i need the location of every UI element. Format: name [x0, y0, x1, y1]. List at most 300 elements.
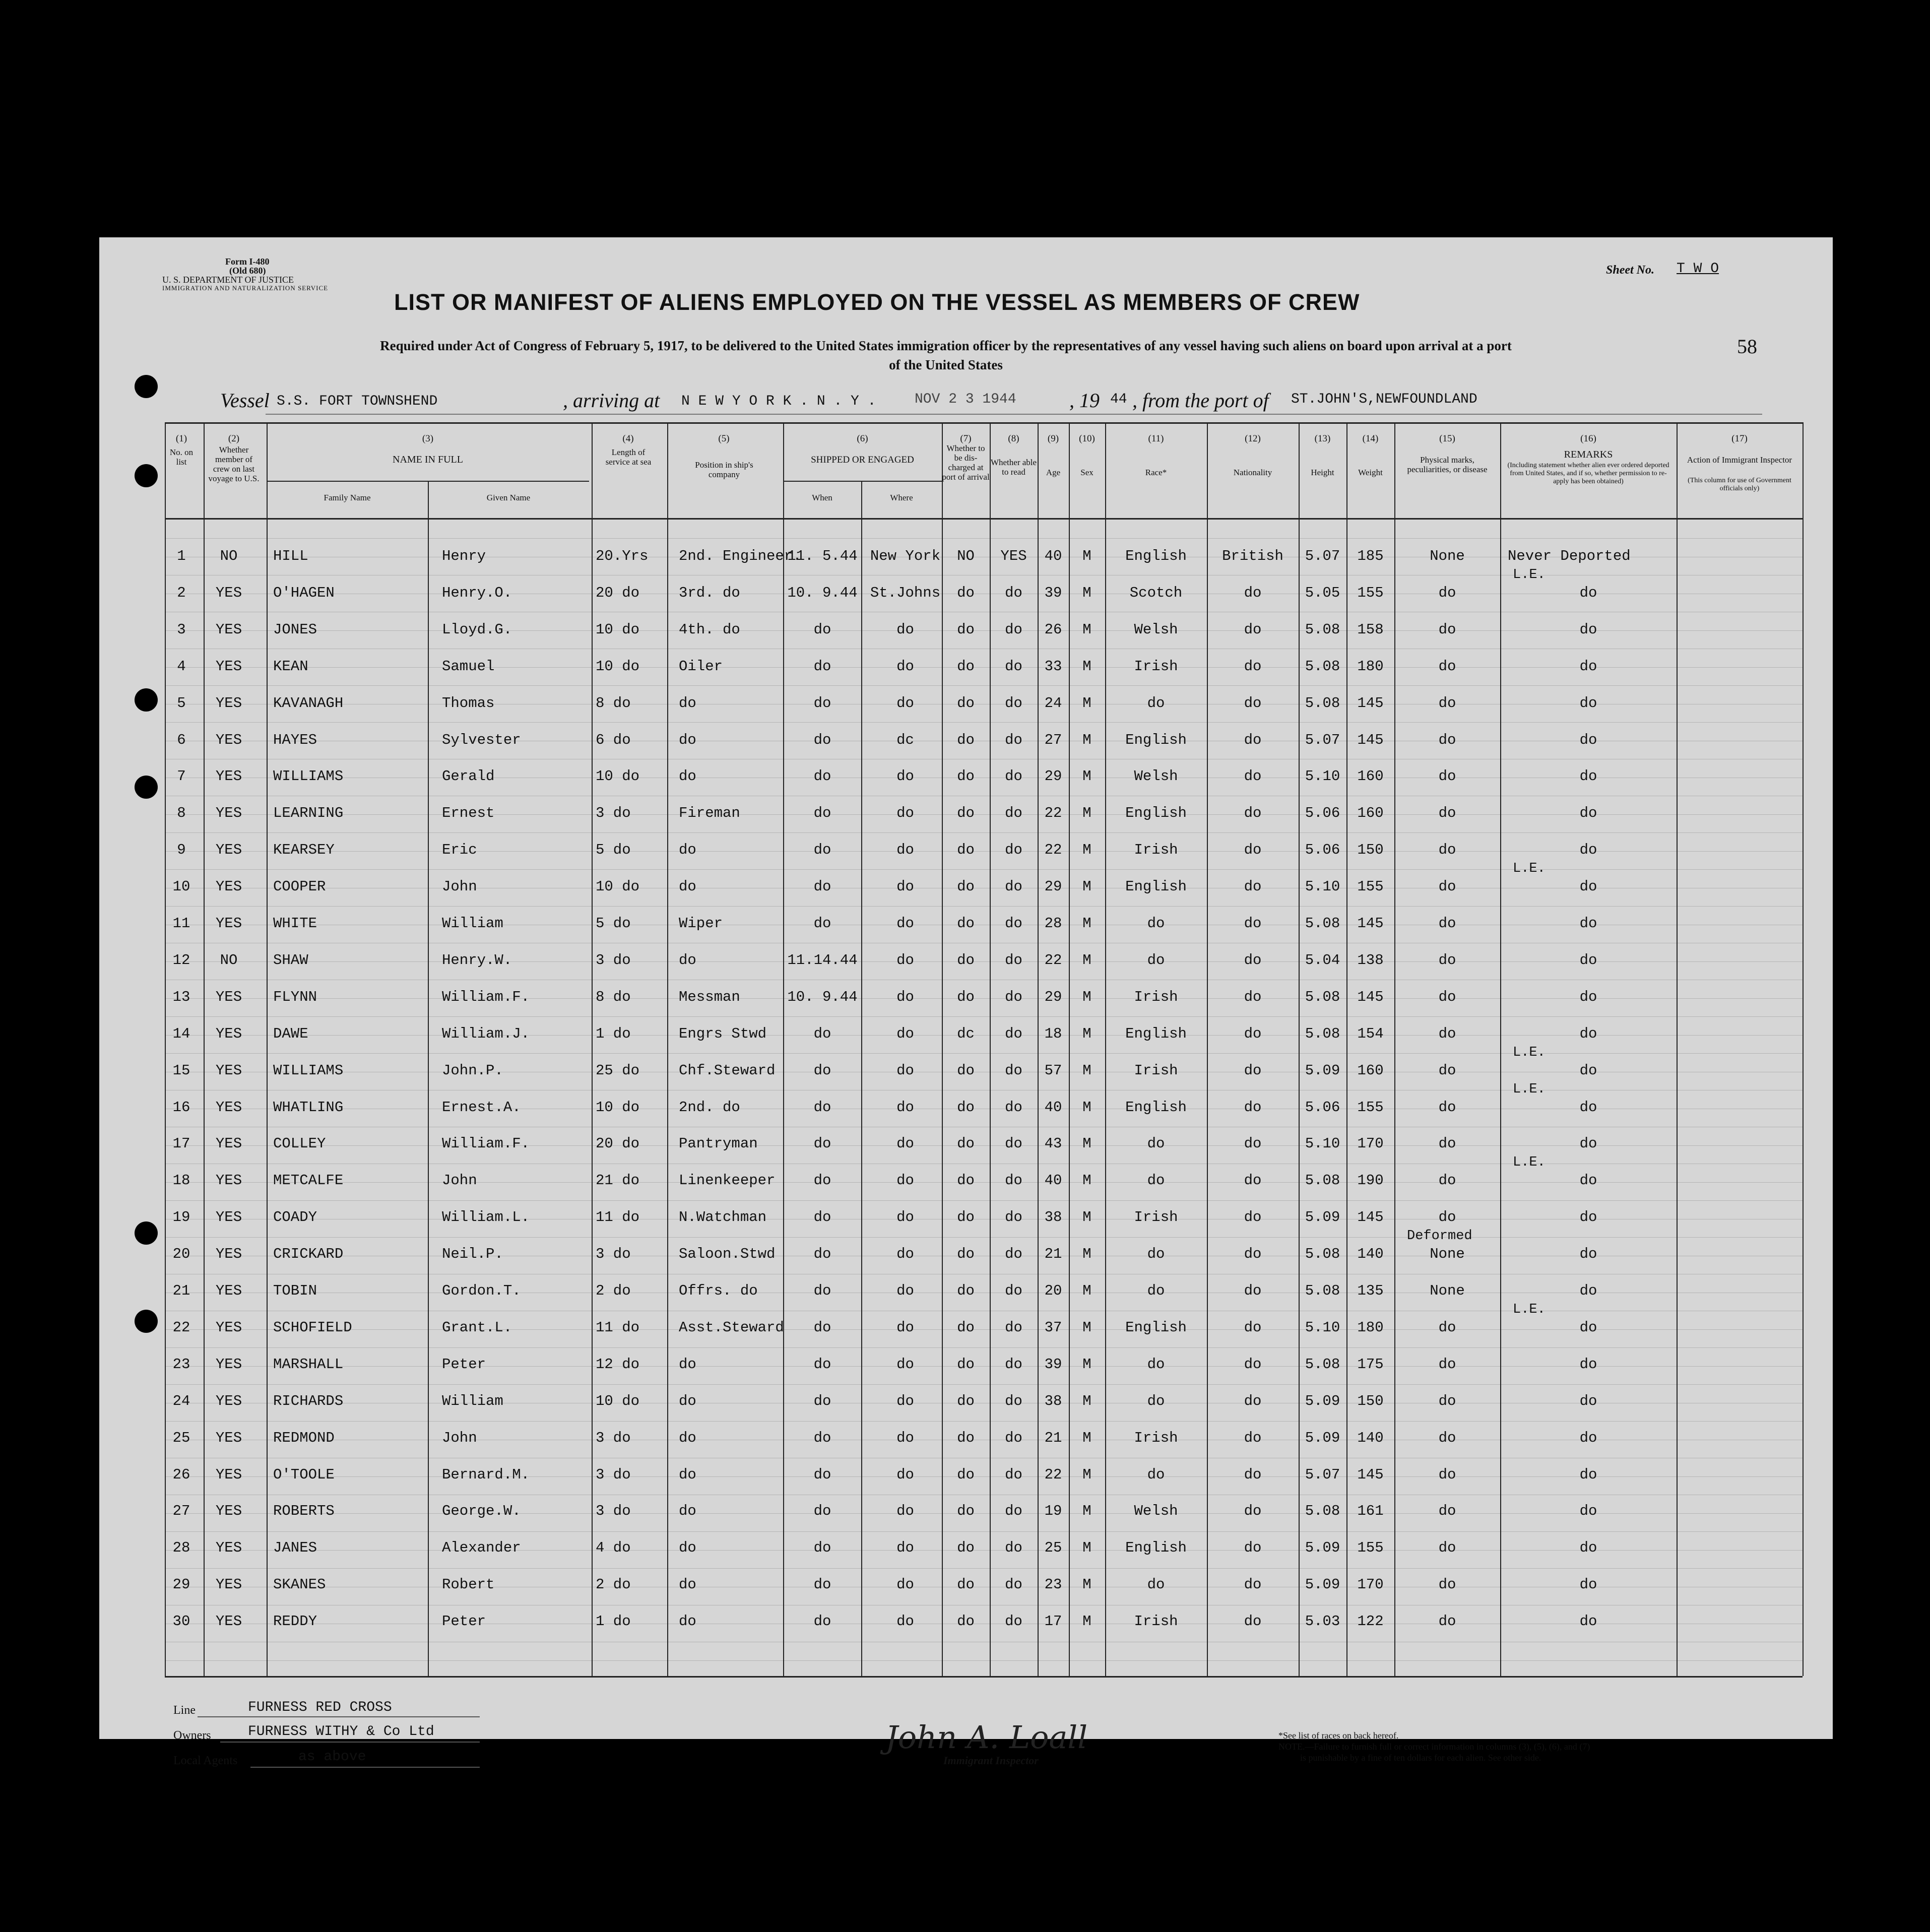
- cell-when: do: [813, 1503, 831, 1519]
- cell-family: SKANES: [273, 1576, 326, 1593]
- cell-sex: M: [1082, 1539, 1091, 1556]
- arrival-port: N E W Y O R K . N . Y .: [681, 394, 876, 409]
- cell-no: 1: [177, 548, 186, 564]
- cell-remark-le: L.E.: [1513, 1302, 1546, 1317]
- col-1-number: (1): [175, 433, 187, 444]
- cell-service: 10 do: [596, 768, 640, 785]
- cell-position: Offrs. do: [679, 1282, 758, 1299]
- cell-disch: do: [957, 805, 975, 821]
- cell-no: 18: [172, 1172, 190, 1189]
- cell-read: do: [1005, 1393, 1022, 1409]
- line-label: Line: [173, 1704, 196, 1717]
- cell-read: do: [1005, 1282, 1022, 1299]
- cell-height: 5.09: [1305, 1393, 1340, 1409]
- row-ruling: [165, 685, 1803, 686]
- cell-nat: do: [1244, 1172, 1262, 1189]
- cell-age: 57: [1044, 1062, 1062, 1079]
- cell-height: 5.08: [1305, 915, 1340, 932]
- cell-crew: YES: [215, 658, 242, 675]
- cell-position: Saloon.Stwd: [679, 1246, 776, 1262]
- arriving-label: , arriving at: [563, 389, 660, 412]
- column-divider: [1500, 422, 1501, 1676]
- col-header-no-on-list: No. on list: [169, 447, 194, 467]
- cell-service: 3 do: [596, 1430, 631, 1446]
- cell-marks: do: [1438, 1356, 1456, 1373]
- col-16-number: (16): [1580, 433, 1596, 444]
- cell-when: do: [813, 695, 831, 712]
- cell-family: KEARSEY: [273, 842, 335, 858]
- cell-age: 21: [1044, 1246, 1062, 1262]
- cell-crew: YES: [215, 1209, 242, 1226]
- cell-position: Chf.Steward: [679, 1062, 776, 1079]
- cell-age: 39: [1044, 1356, 1062, 1373]
- cell-sex: M: [1082, 1062, 1091, 1079]
- cell-race: Welsh: [1134, 768, 1178, 785]
- cell-remarks: do: [1579, 1099, 1597, 1116]
- cell-given: Thomas: [442, 695, 495, 712]
- vessel-name: S.S. FORT TOWNSHEND: [277, 394, 438, 409]
- cell-family: TOBIN: [273, 1282, 317, 1299]
- cell-race: do: [1147, 1282, 1165, 1299]
- cell-weight: 145: [1357, 695, 1384, 712]
- cell-family: RICHARDS: [273, 1393, 344, 1409]
- cell-nat: do: [1244, 1025, 1262, 1042]
- cell-remarks: do: [1579, 732, 1597, 748]
- cell-weight: 170: [1357, 1576, 1384, 1593]
- cell-read: do: [1005, 1246, 1022, 1262]
- col-17-number: (17): [1731, 433, 1748, 444]
- cell-crew: YES: [215, 1319, 242, 1336]
- cell-family: HILL: [273, 548, 308, 564]
- cell-age: 29: [1044, 878, 1062, 895]
- cell-height: 5.08: [1305, 1172, 1340, 1189]
- cell-service: 3 do: [596, 805, 631, 821]
- cell-remarks: do: [1579, 1539, 1597, 1556]
- cell-marks: do: [1438, 989, 1456, 1005]
- cell-sex: M: [1082, 915, 1091, 932]
- cell-sex: M: [1082, 952, 1091, 969]
- cell-where: do: [896, 1246, 914, 1262]
- cell-given: Robert: [442, 1576, 495, 1593]
- cell-marks: do: [1438, 1576, 1456, 1593]
- cell-race: Irish: [1134, 1613, 1178, 1630]
- arrival-date-stamp: NOV 2 3 1944: [915, 392, 1016, 407]
- cell-weight: 145: [1357, 732, 1384, 748]
- cell-service: 10 do: [596, 621, 640, 638]
- cell-age: 37: [1044, 1319, 1062, 1336]
- cell-where: do: [896, 1539, 914, 1556]
- cell-remarks: do: [1579, 805, 1597, 821]
- cell-disch: do: [957, 658, 975, 675]
- cell-where: do: [896, 768, 914, 785]
- col-9-number: (9): [1047, 433, 1059, 444]
- cell-when: do: [813, 878, 831, 895]
- column-divider: [783, 422, 784, 1676]
- row-ruling: [165, 832, 1803, 833]
- col-header-discharged: Whether to be dis-charged at port of arrival: [942, 443, 990, 482]
- cell-read: do: [1005, 1430, 1022, 1446]
- cell-disch: do: [957, 915, 975, 932]
- cell-weight: 155: [1357, 878, 1384, 895]
- cell-race: English: [1125, 548, 1187, 564]
- cell-sex: M: [1082, 1466, 1091, 1483]
- cell-marks: do: [1438, 1099, 1456, 1116]
- year-value: 44: [1110, 392, 1127, 407]
- cell-no: 13: [172, 989, 190, 1005]
- cell-marks: do: [1438, 1613, 1456, 1630]
- cell-remarks: do: [1579, 1282, 1597, 1299]
- cell-nat: do: [1244, 1209, 1262, 1226]
- agents-rule: [250, 1767, 480, 1768]
- cell-family: KEAN: [273, 658, 308, 675]
- cell-marks: do: [1438, 1393, 1456, 1409]
- col-5-number: (5): [718, 433, 730, 444]
- cell-where: do: [896, 1576, 914, 1593]
- cell-read: do: [1005, 842, 1022, 858]
- cell-nat: do: [1244, 695, 1262, 712]
- cell-remarks: do: [1579, 1319, 1597, 1336]
- cell-disch: do: [957, 878, 975, 895]
- cell-remark-le: L.E.: [1513, 567, 1546, 583]
- cell-remarks: do: [1579, 585, 1597, 601]
- cell-marks-above: Deformed: [1407, 1229, 1472, 1244]
- cell-age: 22: [1044, 842, 1062, 858]
- cell-family: SHAW: [273, 952, 308, 969]
- col-header-weight: Weight: [1358, 468, 1383, 477]
- cell-where: do: [896, 1393, 914, 1409]
- cell-race: Irish: [1134, 1209, 1178, 1226]
- cell-where: do: [896, 1172, 914, 1189]
- cell-when: do: [813, 1576, 831, 1593]
- cell-read: do: [1005, 1025, 1022, 1042]
- cell-disch: do: [957, 585, 975, 601]
- cell-race: do: [1147, 1576, 1165, 1593]
- cell-no: 9: [177, 842, 186, 858]
- cell-height: 5.05: [1305, 585, 1340, 601]
- cell-family: O'TOOLE: [273, 1466, 335, 1483]
- departure-port: ST.JOHN'S,NEWFOUNDLAND: [1291, 392, 1477, 407]
- cell-no: 10: [172, 878, 190, 895]
- cell-disch: NO: [957, 548, 975, 564]
- cell-nat: do: [1244, 1062, 1262, 1079]
- col-6-number: (6): [857, 433, 868, 444]
- row-ruling: [165, 1660, 1803, 1661]
- cell-read: do: [1005, 585, 1022, 601]
- cell-no: 20: [172, 1246, 190, 1262]
- cell-age: 40: [1044, 1172, 1062, 1189]
- cell-weight: 150: [1357, 842, 1384, 858]
- cell-disch: do: [957, 1613, 975, 1630]
- cell-disch: do: [957, 1430, 975, 1446]
- cell-sex: M: [1082, 1393, 1091, 1409]
- cell-when: do: [813, 621, 831, 638]
- punch-hole: [135, 375, 158, 398]
- shipping-line-value: FURNESS RED CROSS: [248, 1700, 392, 1715]
- page-number: 58: [1737, 335, 1757, 358]
- cell-read: do: [1005, 1356, 1022, 1373]
- cell-disch: do: [957, 1539, 975, 1556]
- cell-service: 20 do: [596, 585, 640, 601]
- col-header-length-of-service: Length of service at sea: [605, 447, 652, 467]
- races-note: *See list of races on back hereof.: [1278, 1730, 1399, 1741]
- cell-age: 22: [1044, 952, 1062, 969]
- cell-sex: M: [1082, 548, 1091, 564]
- cell-weight: 135: [1357, 1282, 1384, 1299]
- cell-disch: dc: [957, 1025, 975, 1042]
- cell-given: Gerald: [442, 768, 495, 785]
- col-13-number: (13): [1314, 433, 1331, 444]
- crew-table: [99, 422, 1833, 1677]
- cell-age: 26: [1044, 621, 1062, 638]
- cell-disch: do: [957, 842, 975, 858]
- agents-label: Local Agents: [173, 1754, 238, 1767]
- cell-read: do: [1005, 952, 1022, 969]
- cell-nat: do: [1244, 732, 1262, 748]
- cell-remarks: do: [1579, 1466, 1597, 1483]
- cell-weight: 155: [1357, 1539, 1384, 1556]
- cell-where: do: [896, 1466, 914, 1483]
- cell-height: 5.08: [1305, 989, 1340, 1005]
- cell-where: do: [896, 805, 914, 821]
- cell-when: do: [813, 1135, 831, 1152]
- col-header-age: Age: [1046, 468, 1061, 477]
- column-divider: [990, 422, 991, 1676]
- cell-position: do: [679, 695, 696, 712]
- column-divider: [428, 481, 429, 1676]
- cell-height: 5.06: [1305, 805, 1340, 821]
- cell-position: 2nd. Engineer.: [679, 548, 802, 564]
- cell-service: 4 do: [596, 1539, 631, 1556]
- cell-read: do: [1005, 1319, 1022, 1336]
- cell-family: DAWE: [273, 1025, 308, 1042]
- cell-position: Engrs Stwd: [679, 1025, 767, 1042]
- cell-weight: 175: [1357, 1356, 1384, 1373]
- requirement-line-2: of the United States: [889, 357, 1003, 372]
- inspector-signature: John A. Loall: [885, 1719, 1088, 1756]
- cell-nat: do: [1244, 1393, 1262, 1409]
- cell-marks: do: [1438, 585, 1456, 601]
- cell-remarks: do: [1579, 915, 1597, 932]
- cell-read: do: [1005, 805, 1022, 821]
- cell-where: New York: [870, 548, 941, 564]
- cell-crew: YES: [215, 1466, 242, 1483]
- form-number: Form I-480: [225, 256, 270, 267]
- cell-nat: do: [1244, 1099, 1262, 1116]
- cell-given: John: [442, 878, 477, 895]
- cell-no: 8: [177, 805, 186, 821]
- cell-crew: YES: [215, 1025, 242, 1042]
- cell-race: English: [1125, 1099, 1187, 1116]
- row-ruling: [165, 1016, 1803, 1017]
- cell-where: do: [896, 1099, 914, 1116]
- cell-nat: do: [1244, 1503, 1262, 1519]
- service-name: IMMIGRATION AND NATURALIZATION SERVICE: [162, 284, 329, 292]
- cell-when: do: [813, 1209, 831, 1226]
- cell-disch: do: [957, 1135, 975, 1152]
- cell-read: do: [1005, 695, 1022, 712]
- cell-where: do: [896, 658, 914, 675]
- cell-family: HAYES: [273, 732, 317, 748]
- col-header-given-name: Given Name: [486, 493, 531, 502]
- cell-remarks: do: [1579, 1246, 1597, 1262]
- cell-given: George.W.: [442, 1503, 521, 1519]
- cell-weight: 158: [1357, 621, 1384, 638]
- cell-sex: M: [1082, 878, 1091, 895]
- cell-given: Neil.P.: [442, 1246, 503, 1262]
- cell-read: do: [1005, 878, 1022, 895]
- cell-service: 3 do: [596, 1246, 631, 1262]
- cell-height: 5.07: [1305, 732, 1340, 748]
- cell-family: REDMOND: [273, 1430, 335, 1446]
- cell-sex: M: [1082, 1172, 1091, 1189]
- cell-crew: YES: [215, 1172, 242, 1189]
- cell-remarks: do: [1579, 621, 1597, 638]
- cell-position: do: [679, 1613, 696, 1630]
- cell-weight: 154: [1357, 1025, 1384, 1042]
- cell-age: 38: [1044, 1393, 1062, 1409]
- cell-service: 3 do: [596, 1466, 631, 1483]
- cell-no: 15: [172, 1062, 190, 1079]
- cell-height: 5.08: [1305, 1503, 1340, 1519]
- header-bottom-rule: [165, 518, 1803, 520]
- cell-remarks: do: [1579, 1613, 1597, 1630]
- cell-marks: do: [1438, 915, 1456, 932]
- cell-no: 16: [172, 1099, 190, 1116]
- cell-no: 11: [172, 915, 190, 932]
- cell-read: do: [1005, 1466, 1022, 1483]
- cell-weight: 190: [1357, 1172, 1384, 1189]
- cell-position: do: [679, 878, 696, 895]
- cell-family: COOPER: [273, 878, 326, 895]
- cell-remark-le: L.E.: [1513, 861, 1546, 876]
- cell-when: 10. 9.44: [787, 585, 858, 601]
- column-divider: [1299, 422, 1300, 1676]
- cell-when: do: [813, 1356, 831, 1373]
- cell-given: Samuel: [442, 658, 495, 675]
- cell-race: do: [1147, 1393, 1165, 1409]
- col-header-name-in-full: NAME IN FULL: [393, 454, 463, 465]
- cell-read: do: [1005, 1539, 1022, 1556]
- cell-race: do: [1147, 1135, 1165, 1152]
- cell-family: FLYNN: [273, 989, 317, 1005]
- cell-nat: do: [1244, 915, 1262, 932]
- column-divider: [592, 422, 593, 1676]
- cell-nat: do: [1244, 1430, 1262, 1446]
- col-header-inspector-action: Action of Immigrant Inspector: [1687, 455, 1792, 465]
- manifest-sheet: [99, 237, 1833, 1767]
- cell-sex: M: [1082, 732, 1091, 748]
- cell-nat: do: [1244, 1613, 1262, 1630]
- cell-where: do: [896, 621, 914, 638]
- cell-service: 20.Yrs: [596, 548, 649, 564]
- cell-read: do: [1005, 1135, 1022, 1152]
- cell-read: YES: [1000, 548, 1027, 564]
- cell-height: 5.09: [1305, 1062, 1340, 1079]
- cell-sex: M: [1082, 1282, 1091, 1299]
- column-divider: [1803, 422, 1804, 1676]
- cell-weight: 145: [1357, 915, 1384, 932]
- cell-sex: M: [1082, 1135, 1091, 1152]
- cell-nat: do: [1244, 989, 1262, 1005]
- cell-remark-le: L.E.: [1513, 1155, 1546, 1170]
- cell-no: 19: [172, 1209, 190, 1226]
- row-ruling: [165, 1053, 1803, 1054]
- cell-read: do: [1005, 1172, 1022, 1189]
- cell-sex: M: [1082, 1099, 1091, 1116]
- cell-given: William.F.: [442, 989, 530, 1005]
- cell-disch: do: [957, 1172, 975, 1189]
- cell-race: Welsh: [1134, 1503, 1178, 1519]
- penalty-note-2: is punishable by a fine of ten dollars for each alien. See other side.: [1300, 1753, 1541, 1763]
- cell-given: John.P.: [442, 1062, 503, 1079]
- cell-given: William.F.: [442, 1135, 530, 1152]
- cell-where: do: [896, 1282, 914, 1299]
- column-divider: [1394, 422, 1395, 1676]
- cell-position: do: [679, 732, 696, 748]
- cell-service: 8 do: [596, 695, 631, 712]
- cell-crew: NO: [220, 952, 238, 969]
- cell-race: do: [1147, 915, 1165, 932]
- cell-no: 14: [172, 1025, 190, 1042]
- cell-height: 5.09: [1305, 1430, 1340, 1446]
- col-4-number: (4): [622, 433, 634, 444]
- cell-remarks: do: [1579, 658, 1597, 675]
- cell-service: 6 do: [596, 732, 631, 748]
- cell-position: do: [679, 1539, 696, 1556]
- row-ruling: [165, 906, 1803, 907]
- cell-service: 8 do: [596, 989, 631, 1005]
- cell-where: do: [896, 1025, 914, 1042]
- cell-nat: do: [1244, 878, 1262, 895]
- cell-no: 28: [172, 1539, 190, 1556]
- cell-where: do: [896, 1135, 914, 1152]
- cell-disch: do: [957, 1319, 975, 1336]
- cell-remarks: do: [1579, 842, 1597, 858]
- cell-age: 38: [1044, 1209, 1062, 1226]
- cell-age: 29: [1044, 989, 1062, 1005]
- cell-position: N.Watchman: [679, 1209, 767, 1226]
- cell-crew: YES: [215, 989, 242, 1005]
- cell-height: 5.10: [1305, 768, 1340, 785]
- cell-where: do: [896, 695, 914, 712]
- line-rule: [198, 1716, 480, 1717]
- col-7-number: (7): [960, 433, 972, 444]
- manifest-title: LIST OR MANIFEST OF ALIENS EMPLOYED ON THE VESSEL AS MEMBERS OF CREW: [394, 289, 1360, 315]
- row-ruling: [165, 1531, 1803, 1532]
- cell-where: do: [896, 1356, 914, 1373]
- cell-age: 29: [1044, 768, 1062, 785]
- cell-crew: YES: [215, 1135, 242, 1152]
- cell-family: METCALFE: [273, 1172, 344, 1189]
- column-divider: [942, 422, 943, 1676]
- cell-height: 5.09: [1305, 1539, 1340, 1556]
- table-bottom-rule: [165, 1676, 1803, 1678]
- cell-height: 5.04: [1305, 952, 1340, 969]
- cell-read: do: [1005, 1099, 1022, 1116]
- cell-nat: do: [1244, 768, 1262, 785]
- cell-given: Eric: [442, 842, 477, 858]
- cell-age: 24: [1044, 695, 1062, 712]
- cell-weight: 160: [1357, 768, 1384, 785]
- cell-disch: do: [957, 1576, 975, 1593]
- column-divider: [1346, 422, 1347, 1676]
- cell-remarks: do: [1579, 1576, 1597, 1593]
- cell-height: 5.10: [1305, 878, 1340, 895]
- cell-disch: do: [957, 621, 975, 638]
- cell-position: Pantryman: [679, 1135, 758, 1152]
- cell-crew: YES: [215, 1430, 242, 1446]
- column-divider: [1069, 422, 1070, 1676]
